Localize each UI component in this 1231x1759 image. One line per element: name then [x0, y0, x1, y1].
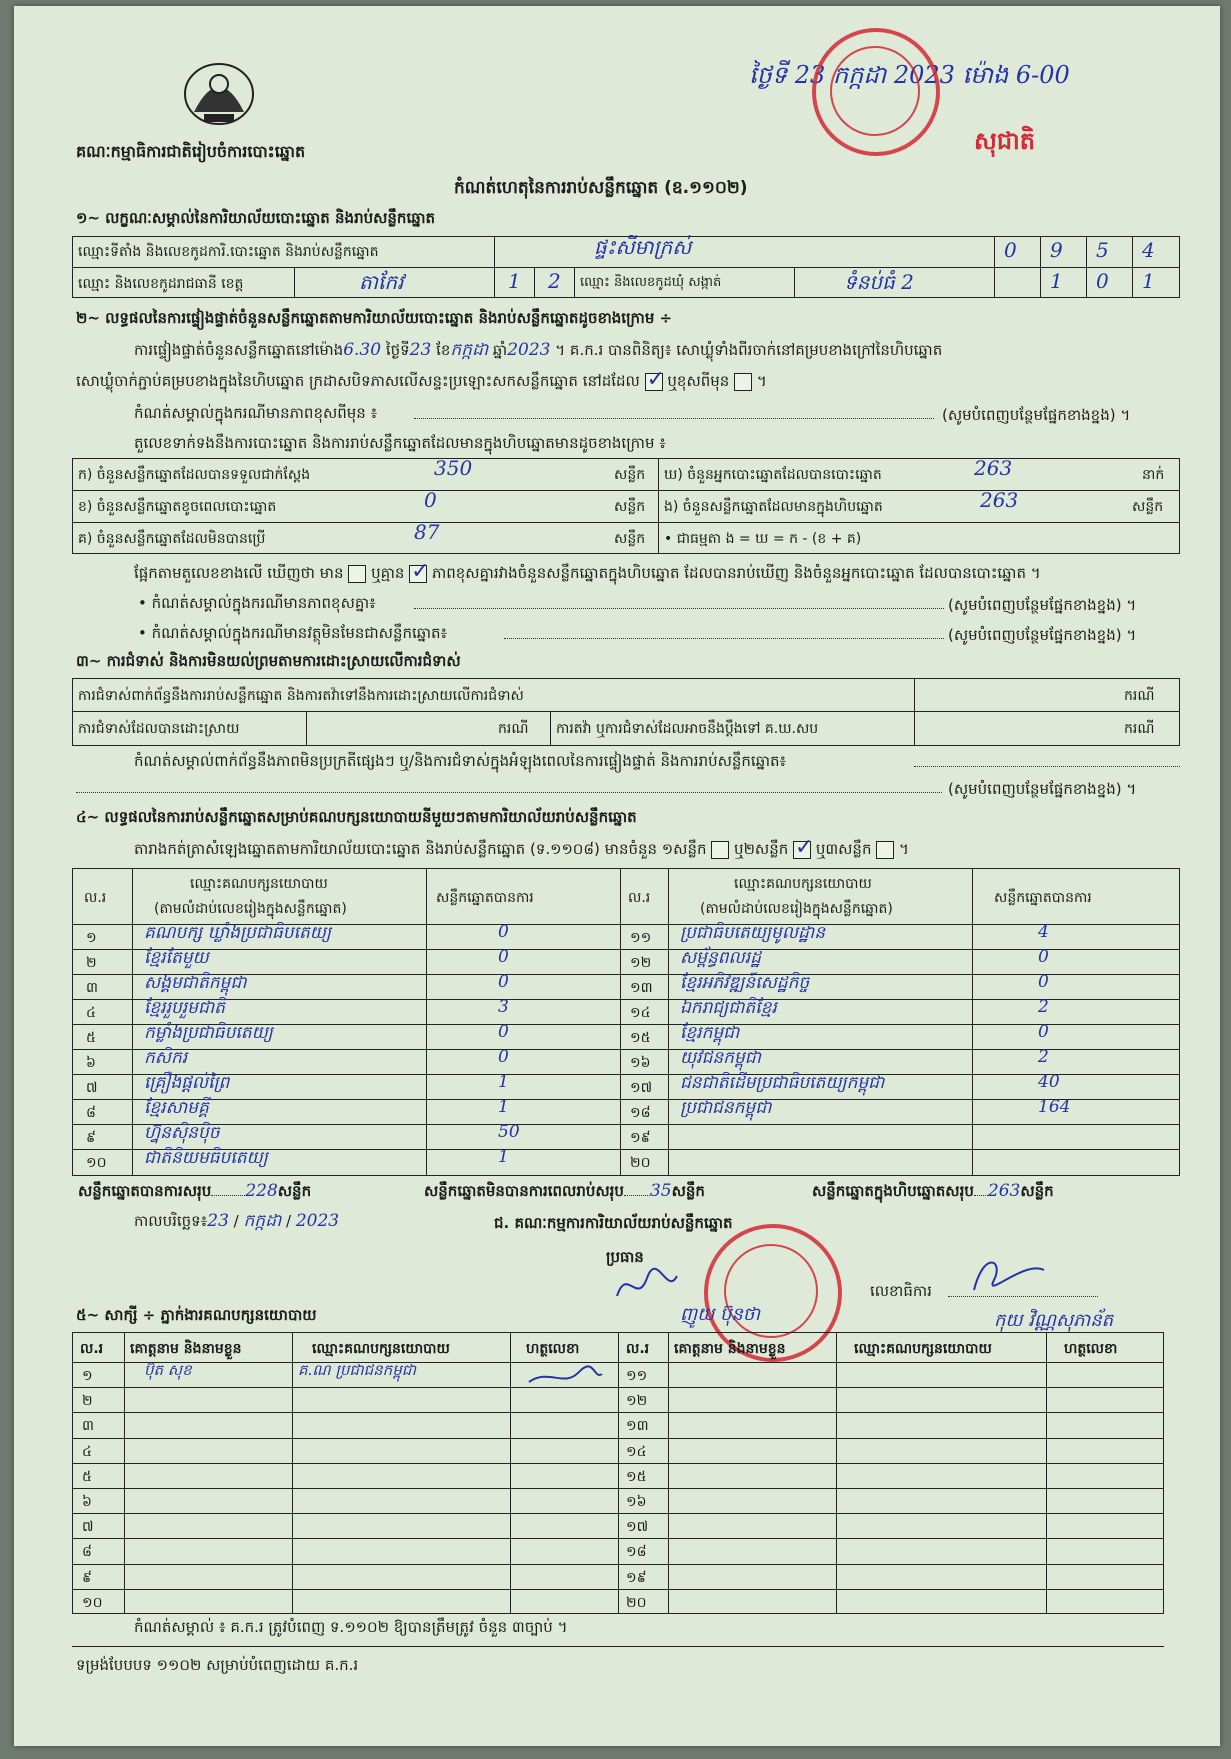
party-no-right: ១៨	[630, 1105, 651, 1121]
witness-no-left: ៩	[82, 1569, 92, 1586]
party-no-right: ១៧	[630, 1080, 653, 1096]
witness-no-left: ៥	[82, 1468, 92, 1485]
party-no-left: ៣	[86, 980, 98, 996]
form-title: កំណត់ហេតុនៃការរាប់សន្លឹកឆ្នោត (ឧ.១១០២)	[454, 178, 748, 198]
table-intro: តួលេខទាក់ទងនឹងការបោះឆ្នោត និងការរាប់សន្លឹកឆ្នោតដែលមានក្នុងហិបឆ្នោតមានដូចខាងក្រោម ៖	[134, 434, 666, 452]
nec-emblem-icon	[174, 52, 264, 132]
stamp-name: សុជាតិ	[974, 126, 1035, 155]
polling-station-label: ឈ្មោះទីតាំង និងលេខកូដការិ.បោះឆ្នោត និងរាប់សន្លឹកឆ្នោត	[78, 244, 379, 260]
party-name-left: គ្រឿងផ្តល់ព្រៃ	[144, 1073, 230, 1093]
witness-note: កំណត់សម្គាល់ ៖ គ.ក.រ ត្រូវបំពេញ ទ.១១០២ ឱ្យបានត្រឹមត្រូវ ចំនួន ៣ច្បាប់ ។	[134, 1618, 568, 1636]
polling-station-name: ផ្ទះសីមាក្រស់	[594, 235, 692, 259]
station-code-4: 4	[1142, 238, 1155, 262]
witness-no-right: ១២	[626, 1393, 648, 1410]
row-voters-label: ឃ) ចំនួនអ្នកបោះឆ្នោតដែលបានបោះឆ្នោត	[664, 467, 882, 483]
org-name: គណៈកម្មាធិការជាតិរៀបចំការបោះឆ្នោត	[76, 142, 306, 161]
objection-resolved: ការជំទាស់ដែលបានដោះស្រាយ	[78, 721, 240, 737]
section4-heading: ៤~ លទ្ធផលនៃការរាប់សន្លឹកឆ្នោតសម្រាប់គណបក្សនយោបាយនីមួយៗតាមការិយាល័យរាប់សន្លឹកឆ្នោត	[76, 808, 637, 826]
section1-heading: ១~ លក្ខណៈសម្គាល់នៃការិយាល័យបោះឆ្នោត និងរាប់សន្លឹកឆ្នោត	[76, 209, 436, 227]
party-votes-left: 3	[498, 997, 509, 1017]
party-votes-right: 0	[1038, 972, 1049, 992]
chair-name: ញូយ ប៊ុនថា	[680, 1304, 760, 1325]
party-name-left: ខ្មែរសាមគ្គី	[144, 1098, 209, 1118]
col-votes-right: សន្លឹកឆ្នោតបានការ	[994, 890, 1092, 906]
witness-col-name: គោត្តនាម និងនាមខ្លួន	[130, 1341, 242, 1357]
party-votes-right: 4	[1038, 922, 1049, 942]
party-votes-right: 2	[1038, 1047, 1049, 1067]
section2-heading: ២~ លទ្ធផលនៃការផ្ទៀងផ្ទាត់ចំនួនសន្លឹកឆ្នោតតាមការិយាល័យបោះឆ្នោត និងរាប់សន្លឹកឆ្នោតដូចខាងក្រោម ÷	[76, 309, 673, 327]
bullet-non-ballot: • កំណត់សម្គាល់ក្នុងករណីមានវត្ថុមិនមែនជាសន្លឹកឆ្នោត៖	[138, 624, 448, 642]
changed-checkbox[interactable]	[734, 373, 752, 391]
col-votes-left: សន្លឹកឆ្នោតបានការ	[436, 890, 534, 906]
party-votes-right: 0	[1038, 1022, 1049, 1042]
row-inbox-value: 263	[980, 488, 1019, 512]
unchanged-checkbox[interactable]	[645, 373, 663, 391]
col-party-right: ឈ្មោះគណបក្សនយោបាយ	[734, 876, 872, 892]
party-name-left: ខ្មែររួបរួមជាតិ	[144, 998, 225, 1018]
official-red-stamp	[812, 28, 940, 156]
party-no-right: ១៥	[630, 1030, 651, 1046]
party-votes-left: 50	[498, 1122, 520, 1142]
party-name-right: ជនជាតិដើមប្រជាធិបតេយ្យកម្ពុជា	[680, 1073, 885, 1093]
witness-party: គ.ណ ប្រជាជនកម្ពុជា	[298, 1361, 417, 1379]
witness-no-left: ៨	[82, 1544, 92, 1561]
party-name-right: ខ្មែរកម្ពុជា	[680, 1023, 740, 1043]
objection-appeal: ការតវ៉ា ឬការជំទាស់ដែលអាចនឹងប្តឹងទៅ គ.ឃ.សប	[556, 721, 819, 737]
province-name: តាកែវ	[359, 270, 404, 294]
party-name-left: សង្គមជាតិកម្ពុជា	[144, 973, 247, 993]
total-valid: 228	[245, 1181, 278, 1201]
objection-row1: ការជំទាស់ពាក់ព័ន្ធនឹងការរាប់សន្លឹកឆ្នោត និងការតវ៉ាទៅនឹងការដោះស្រាយលើការជំទាស់	[78, 688, 524, 704]
witness-no-right: ១១	[626, 1368, 648, 1384]
party-name-left: ខ្មែរតែមួយ	[144, 948, 209, 968]
station-code-2: 9	[1050, 238, 1063, 262]
has-difference-checkbox[interactable]	[348, 565, 366, 583]
witness-no-right: ១៩	[626, 1569, 647, 1586]
party-no-left: ១	[86, 930, 97, 946]
date-line: កាលបរិច្ឆេទ៖23 / កក្កដា / 2023	[134, 1211, 340, 1231]
row-unused-label: គ) ចំនួនសន្លឹកឆ្នោតដែលមិនបានប្រើ	[78, 531, 266, 547]
verification-line-2: សោឃ្លុំចាក់ភ្ជាប់គម្របខាងក្នុងនៃហិបឆ្នោត ក្រដាសបិទភាសលើសន្ទះប្រឡោះសកសន្លឹកឆ្នោត នៅដដែល ✓ ឬខុសពីមុន ។	[76, 372, 767, 391]
fill-more-1: (សូមបំពេញបន្ថែមផ្នែកខាងខ្នង) ។	[942, 406, 1131, 424]
party-votes-left: 1	[498, 1147, 509, 1167]
party-no-left: ១០	[86, 1155, 107, 1171]
party-name-left: ហ្វ៊ុនស៊ិនប៉ិច	[144, 1123, 220, 1143]
party-votes-right: 2	[1038, 997, 1049, 1017]
party-votes-right: 164	[1038, 1097, 1071, 1117]
irregularity-note: កំណត់សម្គាល់ពាក់ព័ន្ធនឹងភាពមិនប្រក្រតីផ្សេងៗ ឬ/និងការជំទាស់ក្នុងអំឡុងពេលនៃការផ្ទៀងផ្ទាត់ និងការរាប់សន្លឹកឆ្នោត៖	[134, 752, 787, 770]
province-code-1: 1	[508, 269, 521, 293]
commune-label: ឈ្មោះ និងលេខកូដឃុំ សង្កាត់	[580, 275, 722, 290]
commune-code-1: 1	[1050, 269, 1063, 293]
witness-no-right: ១៤	[626, 1443, 647, 1460]
party-name-right: ឯករាជ្យជាតិខ្មែរ	[680, 998, 777, 1018]
verification-line-1: ការផ្ទៀងផ្ទាត់ចំនួនសន្លឹកឆ្នោតនៅម៉ោង6.30 ថ្ងៃទី23 ខែកក្កដា ឆ្នាំ2023 ។ គ.ក.រ បានពិនិត្យ៖ សោឃ្លុំទាំងពីរចាក់នៅគម្របខាងក្រៅនៃហិបឆ្នោត	[134, 340, 943, 360]
secretary-signature	[964, 1250, 1054, 1300]
col-no-left: ល.រ	[84, 890, 107, 906]
witness-no-left: ២	[82, 1393, 93, 1410]
witness-signature	[524, 1364, 604, 1390]
row-unused-value: 87	[414, 520, 440, 544]
party-no-left: ៥	[86, 1030, 96, 1046]
witness-no-right: ១៨	[626, 1544, 647, 1561]
party-votes-left: 0	[498, 947, 509, 967]
three-sheet-checkbox[interactable]	[876, 841, 894, 859]
chair-signature	[612, 1266, 682, 1306]
committee-label: ជ. គណៈកម្មការការិយាល័យរាប់សន្លឹកឆ្នោត	[494, 1214, 733, 1232]
party-no-right: ១៤	[630, 1005, 651, 1021]
formula-note: • ជាធម្មតា ង = ឃ = ក - (ខ + គ)	[664, 531, 862, 547]
commune-name: ទំនប់ធំ 2	[844, 270, 914, 294]
difference-line: ផ្អែកតាមតួលេខខាងលើ ឃើញថា មាន ឬគ្មាន ✓ ភាពខុសគ្នារវាងចំនួនសន្លឹកឆ្នោតក្នុងហិបឆ្នោត ដែលបានរាប់ឃើញ និងចំនួនអ្នកបោះឆ្នោត ដែលបានបោះឆ្នោត ។	[134, 564, 1041, 583]
chair-label: ប្រធាន	[606, 1248, 644, 1266]
party-no-left: ៧	[86, 1080, 98, 1096]
party-no-right: ១៦	[630, 1055, 651, 1071]
party-no-left: ៦	[86, 1055, 96, 1071]
witness-no-right: ១៣	[626, 1418, 649, 1435]
party-name-right: យុវជនកម្ពុជា	[680, 1048, 761, 1068]
station-code-1: 0	[1004, 238, 1017, 262]
witness-no-left: ១	[82, 1368, 93, 1384]
party-votes-left: 1	[498, 1072, 509, 1092]
witness-no-right: ១៦	[626, 1494, 647, 1510]
handwritten-date: ថ្ងៃទី 23 កក្កដា 2023 ម៉ោង 6-00	[749, 61, 1070, 89]
row-spoiled-value: 0	[424, 488, 437, 512]
section5-heading: ៥~ សាក្សី ÷ ភ្នាក់ងារគណបក្សនយោបាយ	[76, 1306, 317, 1324]
party-votes-left: 0	[498, 1047, 509, 1067]
station-code-3: 5	[1096, 238, 1109, 262]
total-invalid-line: សន្លឹកឆ្នោតមិនបានការពេលរាប់សរុប 35សន្លឹក	[424, 1181, 705, 1201]
party-name-right: សម្ព័ន្ធពលរដ្ឋ	[680, 948, 761, 968]
party-votes-left: 0	[498, 922, 509, 942]
row-inbox-label: ង) ចំនួនសន្លឹកឆ្នោតដែលមានក្នុងហិបឆ្នោត	[664, 499, 883, 515]
party-name-right: ប្រជាធិបតេយ្យមូលដ្ឋាន	[680, 923, 826, 943]
one-sheet-checkbox[interactable]	[711, 841, 729, 859]
party-name-right: ខ្មែរអភិវឌ្ឍន៍សេដ្ឋកិច្ច	[680, 973, 810, 993]
row-received-value: 350	[434, 456, 473, 480]
party-no-right: ១៩	[630, 1130, 651, 1146]
two-sheet-checkbox[interactable]	[793, 841, 811, 859]
section4-subline: តារាងកត់ត្រាសំឡេងឆ្នោតតាមការិយាល័យបោះឆ្នោត និងរាប់សន្លឹកឆ្នោត (ទ.១១០៨) មានចំនួន ១សន្លឹក ឬ២សន្លឹក ✓ ឬ៣សន្លឹក ។	[134, 840, 909, 859]
form-sheet: គណៈកម្មាធិការជាតិរៀបចំការបោះឆ្នោត ថ្ងៃទី 23 កក្កដា 2023 ម៉ោង 6-00 សុជាតិ កំណត់ហេតុនៃការរាប់សន្លឹកឆ្នោត (ឧ.១១០២) ១~ លក្ខណៈសម្គាល់នៃការិយាល័យបោះឆ្នោត និងរាប់សន្លឹកឆ្នោត ឈ្មោះទីតាំង និងលេខកូដការិ.បោះឆ្នោត និងរាប់សន្លឹកឆ្នោត ផ្ទះសីមាក្រស់ 0 9 5 4 ឈ្មោះ និងលេខកូដរាជធានី ខេត្ត តាកែវ 1 2 ឈ្មោះ និងលេខកូដឃុំ សង្កាត់ ទំនប់ធំ 2 1 0 1 ២~ លទ្ធផលនៃការផ្ទៀងផ្ទាត់ចំនួនសន្លឹកឆ្នោតតាមការិយាល័យបោះឆ្នោត និងរាប់សន្លឹកឆ្នោតដូចខាងក្រោម ÷ ការផ្ទៀងផ្ទាត់ចំនួនសន្លឹកឆ្នោតនៅម៉ោង6.30 ថ្ងៃទី23 ខែកក្កដា ឆ្នាំ2023 ។ គ.ក.រ បានពិនិត្យ៖ សោឃ្លុំទាំងពីរចាក់នៅគម្របខាងក្រៅនៃហិបឆ្នោត សោឃ្លុំចាក់ភ្ជាប់គម្របខាងក្នុងនៃហិបឆ្នោត ក្រដាសបិទភាសលើសន្ទះប្រឡោះសកសន្លឹកឆ្នោត នៅដដែល ✓ ឬខុសពីមុន ។ កំណត់សម្គាល់ក្នុងករណីមានភាពខុសពីមុន ៖ (សូមបំពេញបន្ថែមផ្នែកខាងខ្នង) ។ តួលេខទាក់ទងនឹងការបោះឆ្នោត និងការរាប់សន្លឹកឆ្នោតដែលមានក្នុងហិបឆ្នោតមានដូចខាងក្រោម ៖ ក) ចំនួនសន្លឹកឆ្នោតដែលបានទទួលជាក់ស្តែង 350 សន្លឹក ខ) ចំនួនសន្លឹកឆ្នោតខូចពេលបោះឆ្នោត 0 សន្លឹក គ) ចំនួនសន្លឹកឆ្នោតដែលមិនបានប្រើ 87 សន្លឹក ឃ) ចំនួនអ្នកបោះឆ្នោតដែលបានបោះឆ្នោត 263 នាក់ ង) ចំនួនសន្លឹកឆ្នោតដែលមានក្នុងហិបឆ្នោត 263 សន្លឹក • ជាធម្មតា ង = ឃ = ក - (ខ + គ) ផ្អែកតាមតួលេខខាងលើ ឃើញថា មាន ឬគ្មាន ✓ ភាពខុសគ្នារវាងចំនួនសន្លឹកឆ្នោតក្នុងហិបឆ្នោត ដែលបានរាប់ឃើញ និងចំនួនអ្នកបោះឆ្នោត ដែលបានបោះឆ្នោត ។ • កំណត់សម្គាល់ក្នុងករណីមានភាពខុសគ្នា៖ (សូមបំពេញបន្ថែមផ្នែកខាងខ្នង) ។ • កំណត់សម្គាល់ក្នុងករណីមានវត្ថុមិនមែនជាសន្លឹកឆ្នោត៖ (សូមបំពេញបន្ថែមផ្នែកខាងខ្នង) ។ ៣~ ការជំទាស់ និងការមិនយល់ព្រមតាមការដោះស្រាយលើការជំទាស់ ការជំទាស់ពាក់ព័ន្ធនឹងការរាប់សន្លឹកឆ្នោត និងការតវ៉ាទៅនឹងការដោះស្រាយលើការជំទាស់ ករណី ការជំទាស់ដែលបានដោះស្រាយ ករណី ការតវ៉ា ឬការជំទាស់ដែលអាចនឹងប្តឹងទៅ គ.ឃ.សប ករណី កំណត់សម្គាល់ពាក់ព័ន្ធនឹងភាពមិនប្រក្រតីផ្សេងៗ ឬ/និងការជំទាស់ក្នុងអំឡុងពេលនៃការផ្ទៀងផ្ទាត់ និងការរាប់សន្លឹកឆ្នោត៖ (សូមបំពេញបន្ថែមផ្នែកខាងខ្នង) ។ ៤~ លទ្ធផលនៃការរាប់សន្លឹកឆ្នោតសម្រាប់គណបក្សនយោបាយនីមួយៗតាមការិយាល័យរាប់សន្លឹកឆ្នោត តារាងកត់ត្រាសំឡេងឆ្នោតតាមការិយាល័យបោះឆ្នោត និងរាប់សន្លឹកឆ្នោត (ទ.១១០៨) មានចំនួន ១សន្លឹក ឬ២សន្លឹក ✓ ឬ៣សន្លឹក ។ ល.រ ឈ្មោះគណបក្សនយោបាយ (តាមលំដាប់លេខរៀងក្នុងសន្លឹកឆ្នោត) សន្លឹកឆ្នោតបានការ ល.រ ឈ្មោះគណបក្សនយោបាយ (តាមលំដាប់លេខរៀងក្នុងសន្លឹកឆ្នោត) សន្លឹកឆ្នោតបានការ ១ គណបក្ស ឃ្លាំងប្រជាធិបតេយ្យ 0 ១១ ប្រជាធិបតេយ្យមូលដ្ឋាន 4 ២ ខ្មែរតែមួយ 0 ១២ សម្ព័ន្ធពលរដ្ឋ 0 ៣ សង្គមជាតិកម្ពុជា 0 ១៣ ខ្មែរអភិវឌ្ឍន៍សេដ្ឋកិច្ច 0 ៤ ខ្មែររួបរួមជាតិ 3 ១៤ ឯករាជ្យជាតិខ្មែរ 2 ៥ កម្លាំងប្រជាធិបតេយ្យ 0 ១៥ ខ្មែរកម្ពុជា 0 ៦ កសិករ 0 ១៦ យុវជនកម្ពុជា 2 ៧ គ្រឿងផ្តល់ព្រៃ 1 ១៧ ជនជាតិដើមប្រជាធិបតេយ្យកម្ពុជា 40 ៨ ខ្មែរសាមគ្គី 1 ១៨ ប្រជាជនកម្ពុជា 164 ៩ ហ្វ៊ុនស៊ិនប៉ិច 50 ១៩ ១០ ជាតិនិយមធិបតេយ្យ 1 ២០ សន្លឹកឆ្នោតបានការសរុប 228សន្លឹក សន្លឹកឆ្នោតមិនបានការពេលរាប់សរុប 35សន្លឹក សន្លឹកឆ្នោតក្នុងហិបឆ្នោតសរុប 263សន្លឹក កាលបរិច្ឆេទ៖23 / កក្កដា / 2023 ជ. គណៈកម្មការការិយាល័យរាប់សន្លឹកឆ្នោត ប្រធាន ញូយ ប៊ុនថា លេខាធិការ កុយ វិណ្ណសុភាន័ត ៥~ សាក្សី ÷ ភ្នាក់ងារគណបក្សនយោបាយ ល.រ គោត្តនាម និងនាមខ្លួន ឈ្មោះគណបក្សនយោបាយ ហត្ថលេខា ល.រ គោត្តនាម និងនាមខ្លួន ឈ្មោះគណបក្សនយោបាយ ហត្ថលេខា ១ ប៊ុត សុខ គ.ណ ប្រជាជនកម្ពុជា ១១ ២ ១២ ៣ ១៣ ៤ ១៤ ៥ ១៥ ៦ ១៦ ៧ ១៧ ៨ ១៨ ៩ ១៩ ១០ ២០ កំណត់សម្គាល់ ៖ គ.ក.រ ត្រូវបំពេញ ទ.១១០២ ឱ្យបានត្រឹមត្រូវ ចំនួន ៣ច្បាប់ ។ ទម្រង់បែបបទ ១១០២ សម្រាប់បំពេញដោយ គ.ក.រ	[14, 6, 1220, 1746]
province-code-2: 2	[548, 269, 561, 293]
witness-no-left: ៧	[82, 1519, 94, 1536]
witness-name: ប៊ុត សុខ	[144, 1361, 192, 1379]
party-name-left: គណបក្ស ឃ្លាំងប្រជាធិបតេយ្យ	[144, 923, 332, 943]
secretary-label: លេខាធិការ	[870, 1282, 932, 1300]
row-voters-value: 263	[974, 456, 1013, 480]
party-name-left: កម្លាំងប្រជាធិបតេយ្យ	[144, 1023, 273, 1043]
form-footer: ទម្រង់បែបបទ ១១០២ សម្រាប់បំពេញដោយ គ.ក.រ	[76, 1656, 359, 1674]
witness-no-right: ២០	[626, 1594, 647, 1611]
party-no-right: ១១	[630, 930, 652, 946]
secretary-name: កុយ វិណ្ណសុភាន័ត	[994, 1310, 1114, 1331]
party-name-right: ប្រជាជនកម្ពុជា	[680, 1098, 772, 1118]
row-spoiled-label: ខ) ចំនួនសន្លឹកឆ្នោតខូចពេលបោះឆ្នោត	[78, 499, 277, 515]
party-no-right: ១៣	[630, 980, 653, 996]
witness-no-right: ១៥	[626, 1468, 647, 1485]
section3-heading: ៣~ ការជំទាស់ និងការមិនយល់ព្រមតាមការដោះស្រាយលើការជំទាស់	[76, 652, 461, 670]
witness-no-left: ៦	[82, 1494, 92, 1510]
party-no-left: ២	[86, 955, 97, 971]
party-votes-left: 0	[498, 1022, 509, 1042]
party-no-right: ២០	[630, 1155, 651, 1171]
commune-code-2: 0	[1096, 269, 1109, 293]
party-votes-right: 0	[1038, 947, 1049, 967]
total-invalid: 35	[649, 1181, 672, 1201]
party-name-left: ជាតិនិយមធិបតេយ្យ	[144, 1148, 268, 1168]
total-box-line: សន្លឹកឆ្នោតក្នុងហិបឆ្នោតសរុប 263សន្លឹក	[812, 1181, 1054, 1201]
bullet-difference: • កំណត់សម្គាល់ក្នុងករណីមានភាពខុសគ្នា៖	[138, 594, 376, 612]
witness-col-sign: ហត្ថលេខា	[526, 1341, 580, 1357]
witness-no-left: ៣	[82, 1418, 94, 1435]
party-votes-right: 40	[1038, 1072, 1060, 1092]
difference-note-label: កំណត់សម្គាល់ក្នុងករណីមានភាពខុសពីមុន ៖	[134, 404, 378, 422]
commune-code-3: 1	[1142, 269, 1155, 293]
party-no-left: ៨	[86, 1105, 96, 1121]
witness-col-party: ឈ្មោះគណបក្សនយោបាយ	[312, 1341, 450, 1357]
party-votes-left: 1	[498, 1097, 509, 1117]
row-received-label: ក) ចំនួនសន្លឹកឆ្នោតដែលបានទទួលជាក់ស្តែង	[78, 467, 311, 483]
no-difference-checkbox[interactable]	[409, 565, 427, 583]
party-no-left: ៩	[86, 1130, 96, 1146]
total-box: 263	[987, 1181, 1021, 1201]
party-name-left: កសិករ	[144, 1048, 188, 1068]
totals-line: សន្លឹកឆ្នោតបានការសរុប 228សន្លឹក	[78, 1181, 312, 1201]
col-party-left: ឈ្មោះគណបក្សនយោបាយ	[190, 876, 328, 892]
witness-no-left: ៤	[82, 1443, 92, 1460]
party-no-right: ១២	[630, 955, 652, 971]
col-no-right: ល.រ	[628, 890, 651, 906]
witness-no-left: ១០	[82, 1594, 103, 1611]
province-label: ឈ្មោះ និងលេខកូដរាជធានី ខេត្ត	[78, 276, 244, 292]
party-no-left: ៤	[86, 1005, 96, 1021]
witness-no-right: ១៧	[626, 1519, 649, 1536]
party-votes-left: 0	[498, 972, 509, 992]
